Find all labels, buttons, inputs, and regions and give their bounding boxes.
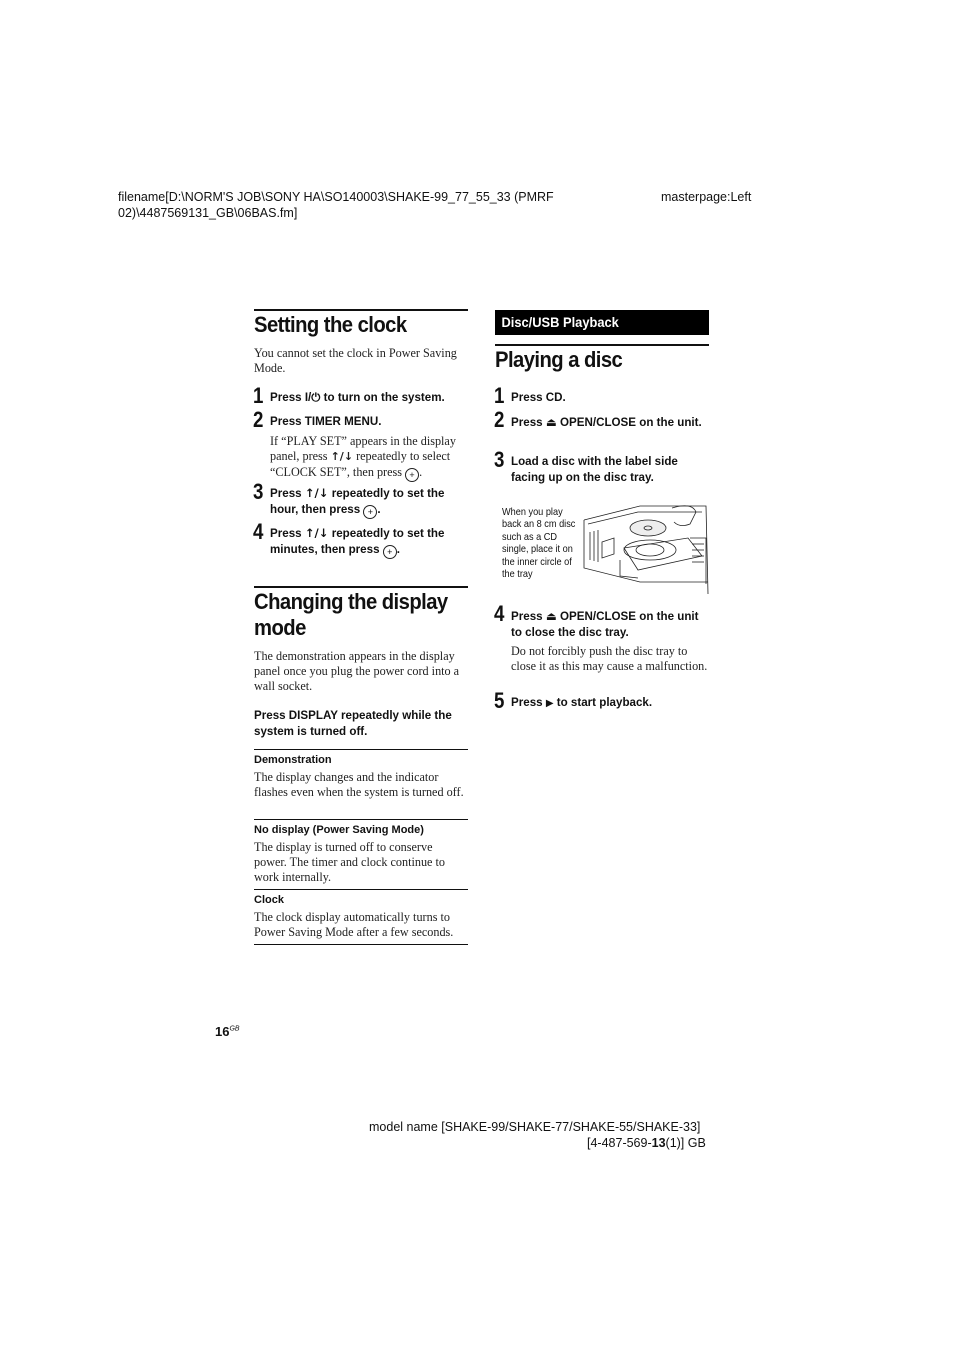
filename-header <box>118 189 554 221</box>
step-number: 4 <box>253 519 264 544</box>
illustration-caption: When you play back an 8 cm disc such as a CD single, place it on the inner circle of the tray <box>502 507 576 581</box>
clock-step-1: Press I/⏻ to turn on the system. <box>270 391 445 404</box>
step-number: 5 <box>494 688 505 713</box>
mode-term: Demonstration <box>254 754 332 766</box>
mode-description: The display is turned off to conserve power. The timer and clock continue to work internally. <box>254 840 445 884</box>
section-rule <box>254 586 468 588</box>
up-down-arrow-icon: ↑/↓ <box>304 486 329 500</box>
filename-line-2: 02)\4487569131_GB\06BAS.fm] <box>118 206 298 220</box>
clock-intro: You cannot set the clock in Power Saving Mode. <box>254 346 457 375</box>
table-rule <box>254 819 468 820</box>
section-rule <box>254 309 468 311</box>
section-title-clock: Setting the clock <box>254 312 407 337</box>
step-number: 2 <box>253 407 264 432</box>
step-number: 2 <box>494 407 505 432</box>
step-number: 4 <box>494 601 505 626</box>
section-title-playing-disc: Playing a disc <box>495 347 623 372</box>
mode-description: The clock display automatically turns to Power Saving Mode after a few seconds. <box>254 910 454 939</box>
enter-icon: + <box>363 505 377 519</box>
step-number: 3 <box>494 447 505 472</box>
model-name: model name [SHAKE-99/SHAKE-77/SHAKE-55/SHAKE-33] <box>369 1120 701 1134</box>
display-mode-intro: The demonstration appears in the display panel once you plug the power cord into a wall socket. <box>254 649 460 693</box>
step-number: 1 <box>494 383 505 408</box>
eject-icon: ⏏ <box>545 609 557 623</box>
section-rule <box>495 344 709 346</box>
display-mode-instruction: Press DISPLAY repeatedly while the system is turned off. <box>254 709 452 738</box>
table-rule <box>254 944 468 945</box>
masterpage-label: masterpage:Left <box>661 190 752 204</box>
disc-step-4: Press ⏏ OPEN/CLOSE on the unit to close the disc tray. <box>511 609 699 639</box>
disc-step-3: Load a disc with the label side facing up on the disc tray. <box>511 455 678 484</box>
up-down-arrow-icon: ↑/↓ <box>304 526 329 540</box>
power-icon: I/⏻ <box>304 391 321 404</box>
section-title-display-mode: Changing the display mode <box>254 589 448 640</box>
mode-term: Clock <box>254 894 284 906</box>
disc-step-4-note: Do not forcibly push the disc tray to close it as this may cause a malfunction. <box>511 644 708 673</box>
eject-icon: ⏏ <box>545 415 557 429</box>
up-down-arrow-icon: ↑/↓ <box>330 449 354 463</box>
enter-icon: + <box>383 545 397 559</box>
disc-step-5: Press ▶ to start playback. <box>511 696 653 709</box>
page-number: $16^{GB}$ <box>215 1024 240 1039</box>
chapter-band: Disc/USB Playback <box>495 310 709 335</box>
table-rule <box>254 749 468 750</box>
disc-tray-illustration <box>580 498 712 596</box>
clock-step-3: Press ↑/↓ repeatedly to set the hour, then press + . <box>270 486 445 517</box>
clock-step-4: Press ↑/↓ repeatedly to set the minutes, then press + . <box>270 526 445 557</box>
step-number: 3 <box>253 479 264 504</box>
mode-description: The display changes and the indicator flashes even when the system is turned off. <box>254 770 464 799</box>
table-rule <box>254 889 468 890</box>
play-icon: ▶ <box>545 698 554 709</box>
disc-step-1: Press CD. <box>511 391 566 404</box>
step-number: 1 <box>253 383 264 408</box>
enter-icon: + <box>405 468 419 482</box>
clock-step-2-note: If “PLAY SET” appears in the display panel, press ↑/↓ repeatedly to select “CLOCK SET”, then press + . <box>270 434 456 480</box>
disc-step-2: Press ⏏ OPEN/CLOSE on the unit. <box>511 415 702 429</box>
clock-step-2: Press TIMER MENU. <box>270 415 382 428</box>
filename-line-1: filename[D:\NORM'S JOB\SONY HA\SO140003\SHAKE-99_77_55_33 (PMRF <box>118 190 554 204</box>
mode-term: No display (Power Saving Mode) <box>254 824 424 836</box>
document-code: [4-487-569-13(1)] GB <box>587 1136 706 1150</box>
